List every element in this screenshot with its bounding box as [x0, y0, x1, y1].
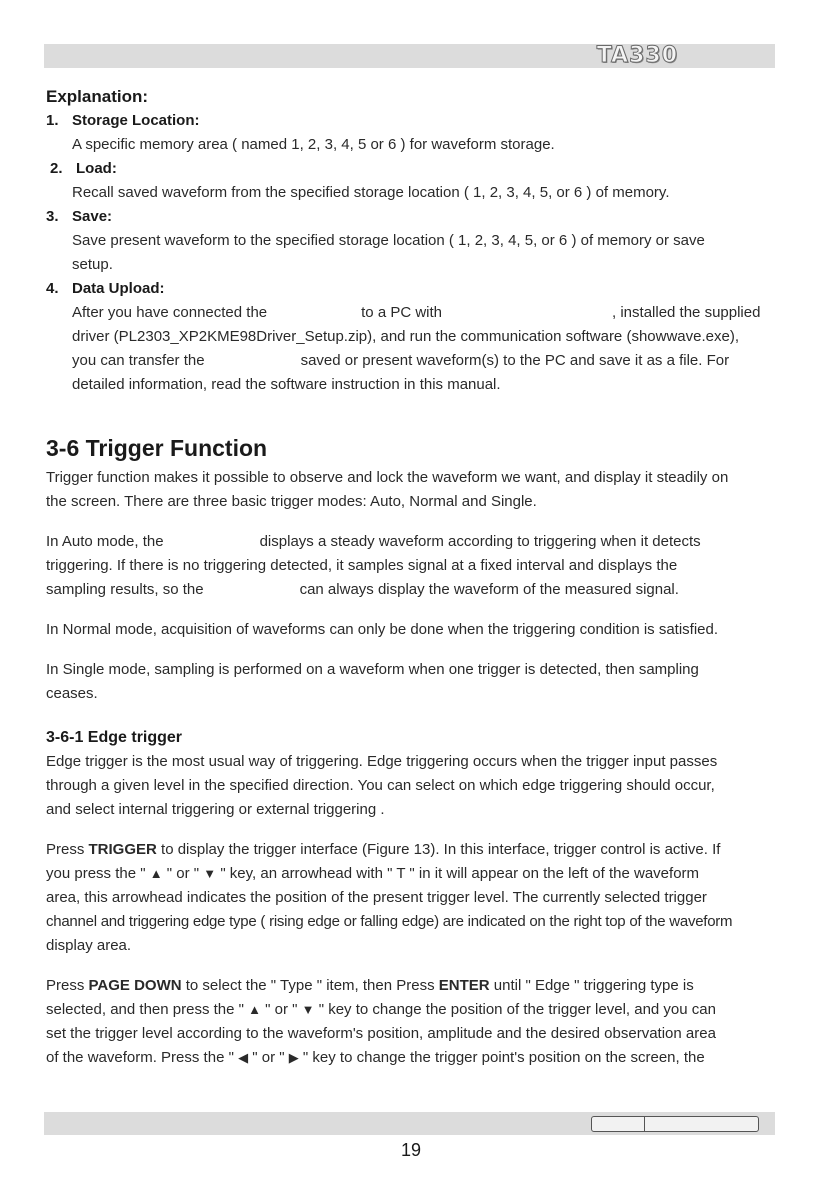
explanation-heading: Explanation:	[46, 87, 149, 106]
edge-intro-line: through a given level in the specified direction. You can select on which edge triggering should occur,	[46, 777, 715, 794]
item-text: Save present waveform to the specified storage location ( 1, 2, 3, 4, 5, or 6 ) of memory or save	[72, 232, 705, 249]
trigger-press-line: channel and triggering edge type ( rising edge or falling edge) are indicated on the right top of the waveform	[46, 913, 733, 930]
item-text: Recall saved waveform from the specified storage location ( 1, 2, 3, 4, 5, or 6 ) of memory.	[72, 184, 670, 201]
key-trigger: TRIGGER	[88, 841, 157, 858]
up-arrow-icon: ▲	[248, 1002, 261, 1017]
explanation-item-4	[46, 277, 786, 397]
key-page-down: PAGE DOWN	[88, 977, 182, 994]
explanation-item-3	[46, 205, 786, 277]
up-arrow-icon: ▲	[149, 866, 163, 881]
page-down-line: set the trigger level according to the waveform's position, amplitude and the desired observation area	[46, 1025, 716, 1042]
footer-box	[591, 1116, 759, 1132]
item-number: 1.	[46, 112, 59, 129]
down-arrow-icon: ▼	[203, 866, 217, 881]
single-mode-line: In Single mode, sampling is performed on a waveform when one trigger is detected, then sampling	[46, 661, 699, 678]
single-mode-line: ceases.	[46, 685, 98, 702]
item-title: Data Upload:	[72, 280, 165, 297]
item-number: 2.	[50, 160, 63, 177]
auto-mode-line: In Auto mode, the displays a steady waveform according to triggering when it detects	[46, 533, 701, 550]
page-down-line: Press PAGE DOWN to select the " Type " item, then Press ENTER until " Edge " triggering type is	[46, 977, 694, 994]
page-content	[46, 84, 786, 1070]
edge-intro-line: Edge trigger is the most usual way of triggering. Edge triggering occurs when the trigger input passes	[46, 753, 718, 770]
trigger-press-line: area, this arrowhead indicates the position of the present trigger level. The currently selected trigger	[46, 889, 707, 906]
trigger-press-line: Press TRIGGER to display the trigger interface (Figure 13). In this interface, trigger control is active. If	[46, 841, 721, 858]
section-heading-trigger-function: 3-6 Trigger Function	[46, 435, 268, 461]
header-logo: TA330	[596, 43, 678, 68]
down-arrow-icon: ▼	[301, 1002, 315, 1017]
page-number: 19	[400, 1140, 422, 1160]
item-text: you can transfer the saved or present waveform(s) to the PC and save it as a file. For	[72, 352, 730, 369]
item-number: 3.	[46, 208, 59, 225]
item-text: After you have connected the to a PC with , installed the supplied	[72, 304, 761, 321]
item-number: 4.	[46, 280, 59, 297]
page-down-line: selected, and then press the " ▲ " or " ▼ " key to change the position of the trigger level, and you can	[46, 1001, 716, 1018]
trigger-intro-line: Trigger function makes it possible to observe and lock the waveform we want, and display it steadily on	[46, 469, 729, 486]
normal-mode-line: In Normal mode, acquisition of waveforms can only be done when the triggering condition is satisfied.	[46, 621, 719, 638]
left-arrow-icon: ◀	[238, 1050, 249, 1065]
trigger-press-line: you press the " ▲ " or " ▼ " key, an arrowhead with " T " in it will appear on the left of the waveform	[46, 865, 700, 882]
explanation-item-1	[46, 109, 786, 157]
right-arrow-icon: ▶	[288, 1050, 299, 1065]
item-title: Save:	[72, 208, 113, 225]
item-text: driver (PL2303_XP2KME98Driver_Setup.zip), and run the communication software (showwave.exe),	[72, 328, 739, 345]
item-text: A specific memory area ( named 1, 2, 3, 4, 5 or 6 ) for waveform storage.	[72, 136, 555, 153]
auto-mode-line: sampling results, so the can always display the waveform of the measured signal.	[46, 581, 679, 598]
trigger-intro-line: the screen. There are three basic trigger modes: Auto, Normal and Single.	[46, 493, 537, 510]
explanation-item-2	[46, 157, 786, 205]
trigger-press-line: display area.	[46, 937, 132, 954]
key-enter: ENTER	[438, 977, 490, 994]
item-text: setup.	[72, 256, 113, 273]
subsection-heading-edge-trigger: 3-6-1 Edge trigger	[46, 729, 183, 746]
item-title: Load:	[76, 160, 117, 177]
page-down-line: of the waveform. Press the " ◀ " or " ▶ " key to change the trigger point's position on the screen, the	[46, 1049, 705, 1066]
item-text: detailed information, read the software instruction in this manual.	[72, 376, 501, 393]
edge-intro-line: and select internal triggering or external triggering .	[46, 801, 385, 818]
item-title: Storage Location:	[72, 112, 200, 129]
auto-mode-line: triggering. If there is no triggering detected, it samples signal at a fixed interval and displays the	[46, 557, 678, 574]
